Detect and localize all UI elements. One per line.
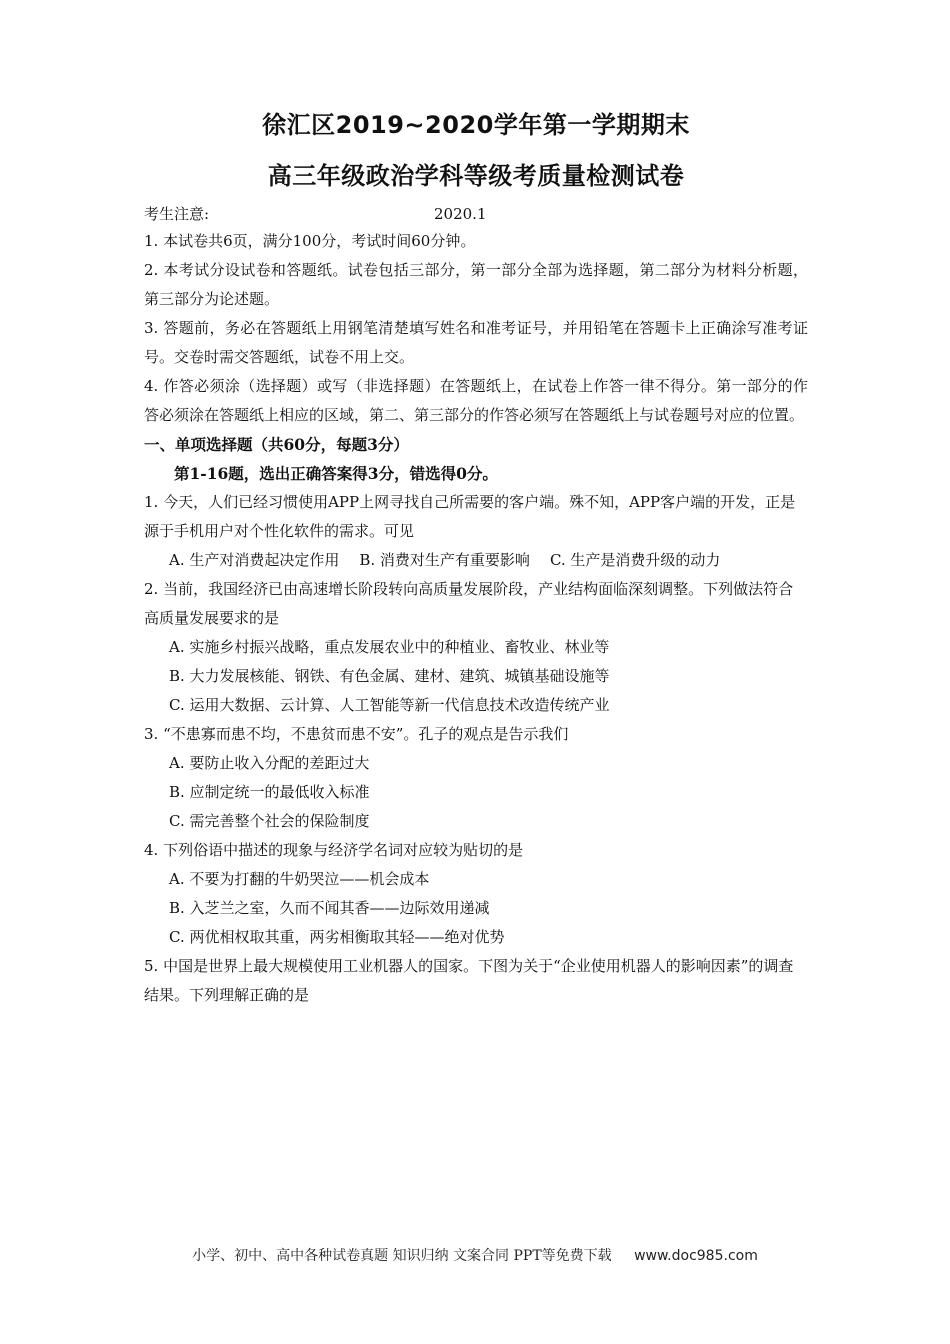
option-group bbox=[144, 546, 808, 575]
option-b: B. 应制定统一的最低收入标准 bbox=[169, 783, 370, 801]
notice-item: 2. 本考试分设试卷和答题纸。试卷包括三部分，第一部分全部为选择题，第二部分为材料分析题，第三部分为论述题。 bbox=[144, 261, 808, 308]
option-c: C. 运用大数据、云计算、人工智能等新一代信息技术改造传统产业 bbox=[169, 696, 610, 714]
question-stem: 2. 当前，我国经济已由高速增长阶段转向高质量发展阶段，产业结构面临深刻调整。下列做法符合高质量发展要求的是 bbox=[144, 580, 794, 627]
question-stem: 5. 中国是世界上最大规模使用工业机器人的国家。下图为关于“企业使用机器人的影响因素”的调查结果。下列理解正确的是 bbox=[144, 957, 794, 1004]
option-a: A. 要防止收入分配的差距过大 bbox=[169, 754, 370, 772]
exam-title-line1: 徐汇区2019~2020学年第一学期期末 bbox=[262, 111, 690, 139]
question-2 bbox=[144, 575, 808, 720]
footer-text: 小学、初中、高中各种试卷真题 知识归纳 文案合同 PPT等免费下载 bbox=[192, 1248, 612, 1264]
option-a: A. 生产对消费起决定作用 bbox=[169, 551, 340, 569]
question-stem: 1. 今天，人们已经习惯使用APP上网寻找自己所需要的客户端。殊不知，APP客户端的开发，正是源于手机用户对个性化软件的需求。可见 bbox=[144, 493, 796, 540]
exam-page bbox=[144, 112, 808, 1010]
question-3 bbox=[144, 720, 808, 836]
question-5 bbox=[144, 952, 808, 1010]
notice-label: 考生注意: bbox=[144, 205, 210, 223]
option-c: C. 需完善整个社会的保险制度 bbox=[169, 812, 370, 830]
notice-header bbox=[144, 204, 808, 224]
section-subheading: 第1-16题，选出正确答案得3分，错选得0分。 bbox=[174, 464, 498, 483]
section-heading: 一、单项选择题（共60分，每题3分） bbox=[144, 435, 409, 454]
question-4 bbox=[144, 836, 808, 952]
option-b: B. 大力发展核能、钢铁、有色金属、建材、建筑、城镇基础设施等 bbox=[169, 667, 610, 685]
notice-item: 4. 作答必须涂（选择题）或写（非选择题）在答题纸上，在试卷上作答一律不得分。第一部分的作答必须涂在答题纸上相应的区域，第二、第三部分的作答必须写在答题纸上与试卷题号对应的位置。 bbox=[144, 377, 808, 424]
question-stem: 3. “不患寡而患不均，不患贫而患不安”。孔子的观点是告示我们 bbox=[144, 725, 569, 743]
option-a: A. 实施乡村振兴战略，重点发展农业中的种植业、畜牧业、林业等 bbox=[169, 638, 610, 656]
footer-url[interactable]: www.doc985.com bbox=[634, 1248, 758, 1264]
notice-item: 3. 答题前，务必在答题纸上用钢笔清楚填写姓名和准考证号，并用铅笔在答题卡上正确涂写准考证号。交卷时需交答题纸，试卷不用上交。 bbox=[144, 319, 808, 366]
question-1 bbox=[144, 488, 808, 575]
option-b: B. 入芝兰之室，久而不闻其香——边际效用递减 bbox=[169, 899, 490, 917]
exam-title-line2: 高三年级政治学科等级考质量检测试卷 bbox=[267, 162, 685, 190]
option-c: C. 生产是消费升级的动力 bbox=[549, 551, 721, 569]
notice-item: 1. 本试卷共6页，满分100分，考试时间60分钟。 bbox=[144, 232, 476, 250]
option-c: C. 两优相权取其重，两劣相衡取其轻——绝对优势 bbox=[169, 928, 505, 946]
notice-list bbox=[144, 227, 808, 430]
page-footer bbox=[0, 1245, 950, 1265]
question-stem: 4. 下列俗语中描述的现象与经济学名词对应较为贴切的是 bbox=[144, 841, 524, 859]
option-b: B. 消费对生产有重要影响 bbox=[359, 551, 530, 569]
option-a: A. 不要为打翻的牛奶哭泣——机会成本 bbox=[169, 870, 430, 888]
exam-date: 2020.1 bbox=[434, 205, 487, 223]
